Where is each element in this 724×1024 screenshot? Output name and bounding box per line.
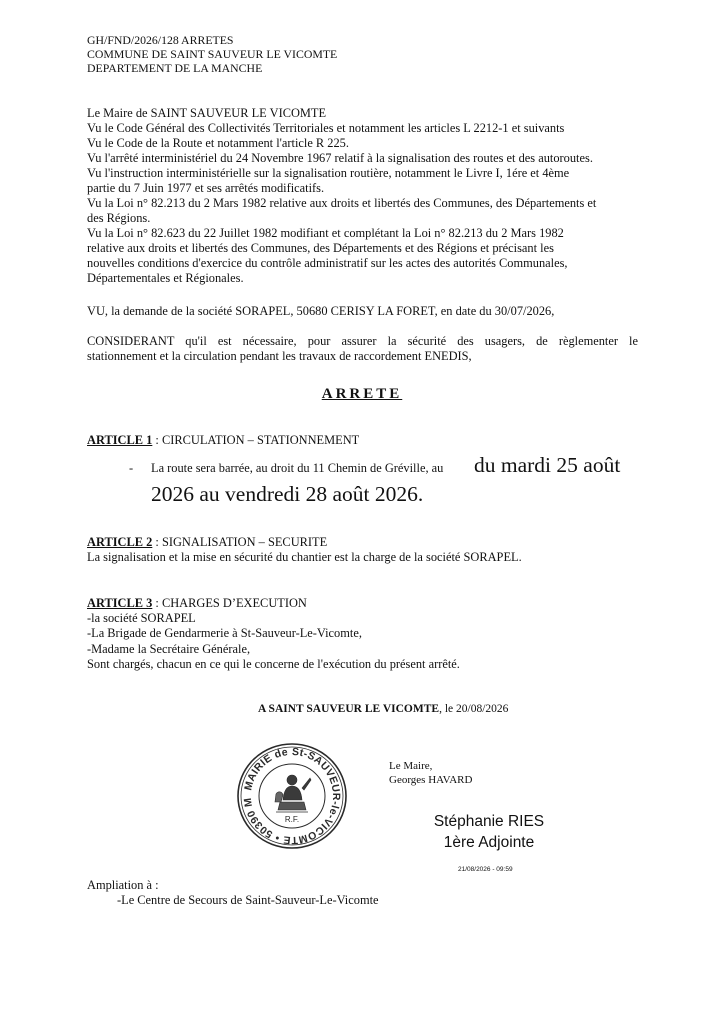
preamble-line: Vu l'instruction interministérielle sur la signalisation routière, notamment le Livre I, 1ére et 4ème [87,166,570,180]
article3-line: Sont chargés, chacun en ce qui le concerne de l'exécution du présent arrêté. [87,657,460,671]
arrete-title [0,386,724,403]
article3-heading-text: : CHARGES D’EXECUTION [152,596,307,610]
preamble-line: Vu l'arrêté interministériel du 24 Novembre 1967 relatif à la signalisation des routes et des autoroutes. [87,151,593,165]
svg-text:R.F.: R.F. [284,815,300,824]
vu-demande: VU, la demande de la société SORAPEL, 50680 CERISY LA FORET, en date du 30/07/2026, [87,304,555,318]
preamble-line: Vu le Code de la Route et notamment l'article R 225. [87,136,349,150]
article3-line: -La Brigade de Gendarmerie à St-Sauveur-Le-Vicomte, [87,626,362,640]
header-ref: GH/FND/2026/128 ARRETES [87,33,234,47]
ampliation-item: -Le Centre de Secours de Saint-Sauveur-Le-Vicomte [117,893,379,907]
article2-text: La signalisation et la mise en sécurité du chantier est la charge de la société SORAPEL. [87,550,522,564]
mairie-stamp [236,742,348,850]
preamble-line: des Régions. [87,211,151,225]
signatory-name: Georges HAVARD [389,774,473,786]
signer-name: Stéphanie RIES [433,813,545,830]
signing-date: , le 20/08/2026 [439,703,509,715]
considerant-line-2: stationnement et la circulation pendant les travaux de raccordement ENEDIS, [87,349,472,363]
article1-dash: - [129,461,134,475]
article1-heading [87,433,359,448]
place-date [258,703,508,715]
signer-role: 1ère Adjointe [443,834,535,851]
article1-heading-text: : CIRCULATION – STATIONNEMENT [152,433,360,447]
stamp-seal-icon [236,742,348,850]
preamble-line: nouvelles conditions d'exercice du contrôle administratif sur les actes des autorités Communales, [87,256,568,270]
article1-dates-part2: 2026 au vendredi 28 août 2026. [151,482,424,506]
arrete-title-text: ARRETE [321,386,403,402]
place-name: A SAINT SAUVEUR LE VICOMTE [258,703,440,715]
preamble-line: Vu la Loi n° 82.623 du 22 Juillet 1982 modifiant et complétant la Loi n° 82.213 du 2 Mars 1982 [87,226,564,240]
article1-dates-part1: du mardi 25 août [474,453,621,477]
signature-timestamp: 21/08/2026 - 09:59 [458,866,513,873]
article2-heading [87,535,327,550]
article1-label: ARTICLE 1 [87,433,153,447]
article3-heading [87,596,307,611]
considerant-line-1: CONSIDERANT qu'il est nécessaire, pour assurer la sécurité des usagers, de règlementer le [87,334,638,348]
header-commune: COMMUNE DE SAINT SAUVEUR LE VICOMTE [87,47,338,61]
preamble-line: partie du 7 Juin 1977 et ses arrêtés modificatifs. [87,181,325,195]
preamble-line: Le Maire de SAINT SAUVEUR LE VICOMTE [87,106,327,120]
article3-label: ARTICLE 3 [87,596,153,610]
article3-line: -Madame la Secrétaire Générale, [87,642,251,656]
article1-text: La route sera barrée, au droit du 11 Chemin de Gréville, au [151,461,444,475]
signatory-title: Le Maire, [389,760,433,772]
article2-label: ARTICLE 2 [87,535,153,549]
svg-text:MAIRIE de St-SAUVEUR-le-VICOMT: MAIRIE de St-SAUVEUR-le-VICOMTE • 50390 M [241,745,343,847]
preamble-line: Vu le Code Général des Collectivités Territoriales et notamment les articles L 2212-1 et suivants [87,121,565,135]
article2-heading-text: : SIGNALISATION – SECURITE [152,535,328,549]
header-departement: DEPARTEMENT DE LA MANCHE [87,61,263,75]
preamble-line: Vu la Loi n° 82.213 du 2 Mars 1982 relative aux droits et libertés des Communes, des Départements et [87,196,597,210]
ampliation-label: Ampliation à : [87,878,159,892]
preamble-line: relative aux droits et libertés des Communes, des Départements et des Régions et précisant les [87,241,554,255]
preamble-line: Départementales et Régionales. [87,271,244,285]
article3-line: -la société SORAPEL [87,611,196,625]
